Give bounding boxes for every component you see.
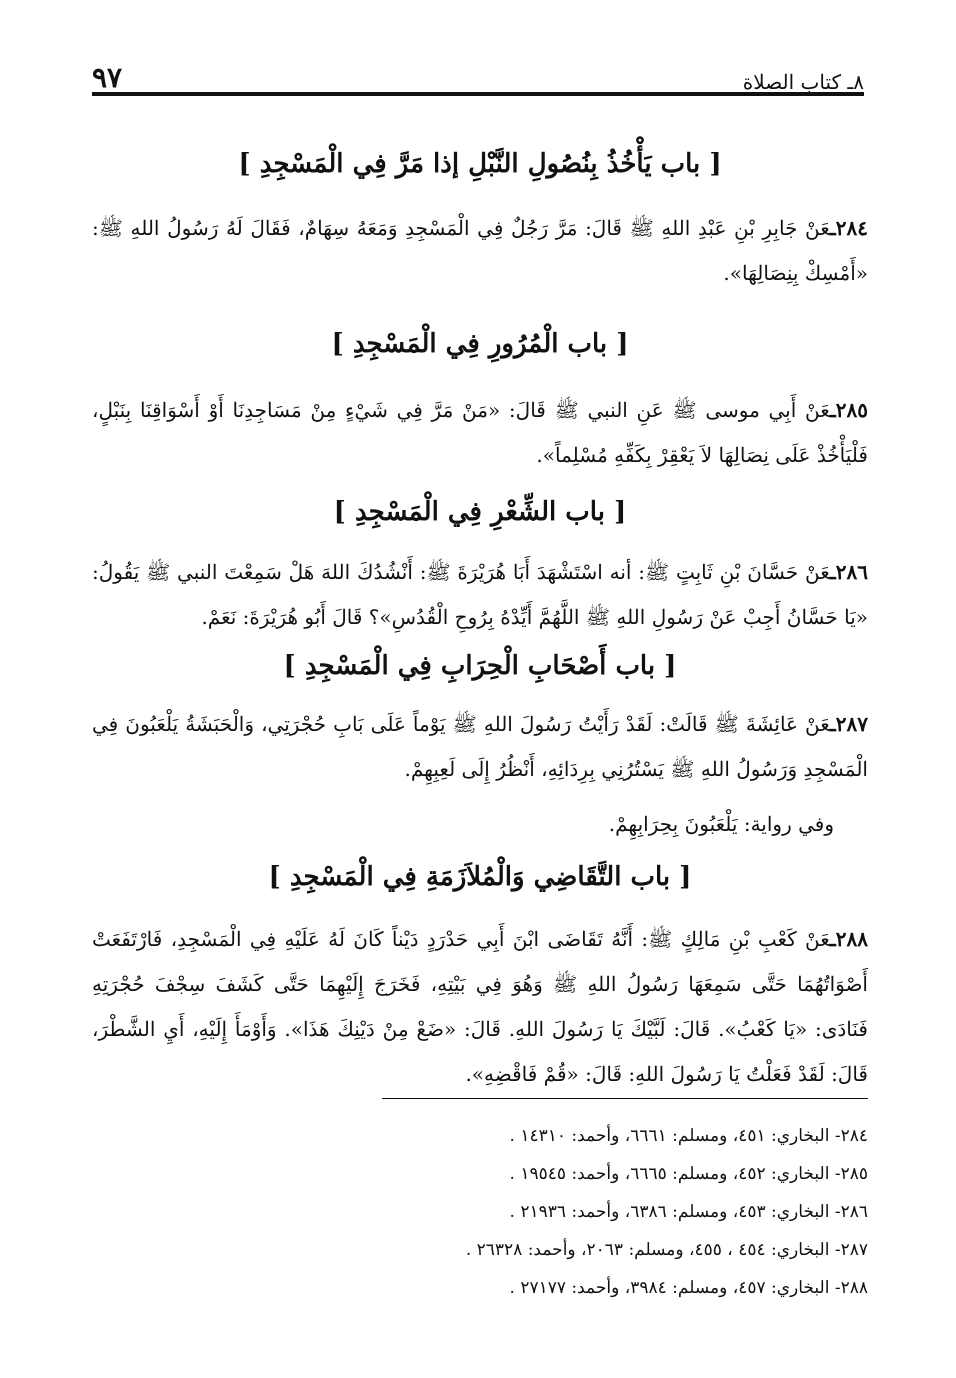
hadith-text: عَنْ أَبِي موسى ﷺ عَنِ النبي ﷺ قَالَ: «مَنْ مَرَّ فِي شَيْءٍ مِنْ مَسَاجِدِنَا أَوْ أَسْوَاقِنَا بِنَبْلٍ، فَلْيَأْخُذْ عَلَى نِصَالِهَا لاَ يَعْقِرْ بِكَفِّهِ مُسْلِماً». [92, 398, 868, 467]
hadith-number: ٢٨٧ـ [829, 712, 868, 736]
hadith-number: ٢٨٦ـ [829, 560, 868, 584]
hadith-285 [92, 388, 868, 478]
section-heading-284: [ باب يَأْخُذُ بِنُصُولِ النَّبْلِ إذا مَرَّ فِي الْمَسْجِدِ ] [238, 149, 722, 179]
hadith-number: ٢٨٨ـ [829, 927, 868, 951]
hadith-number: ٢٨٥ـ [829, 398, 868, 422]
hadith-text: عَنْ جَابِرِ بْنِ عَبْدِ اللهِ ﷺ قَالَ: مَرَّ رَجُلٌ فِي الْمَسْجِدِ وَمَعَهُ سِهَامٌ، فَقَالَ لَهُ رَسُولُ اللهِ ﷺ: «أَمْسِكْ بِنِصَالِهَا». [92, 216, 868, 285]
hadith-288 [92, 917, 868, 1097]
section-heading-285: [ باب الْمُرُورِ فِي الْمَسْجِدِ ] [331, 329, 629, 359]
hadith-287 [92, 702, 868, 792]
chapter-title: ٨ـ كتاب الصلاة [742, 70, 864, 94]
hadith-text: عَنْ عَائِشَةَ ﷺ قَالَتْ: لَقَدْ رَأَيْتُ رَسُولَ اللهِ ﷺ يَوْماً عَلَى بَابِ حُجْرَتِي، وَالْحَبَشَةُ يَلْعَبُونَ فِي الْمَسْجِدِ وَرَسُولُ اللهِ ﷺ يَسْتُرُنِي بِرِدَائِهِ، أَنْظُرُ إِلَى لَعِبِهِمْ. [92, 712, 868, 781]
section-heading-288: [ باب التَّقَاضِي وَالْمُلاَزَمَةِ فِي الْمَسْجِدِ ] [268, 862, 692, 892]
footnote-287: ٢٨٧- البخاري: ٤٥٤ ، ٤٥٥، ومسلم: ٢٠٦٣، وأحمد: ٢٦٣٢٨ . [465, 1240, 868, 1260]
footnotes [382, 1098, 868, 1307]
hadith-284 [92, 206, 868, 296]
header-rule [92, 92, 864, 96]
footnote-288: ٢٨٨- البخاري: ٤٥٧، ومسلم: ٣٩٨٤، وأحمد: ٢٧١٧٧ . [509, 1278, 868, 1298]
section-heading-286: [ باب الشِّعْرِ فِي الْمَسْجِدِ ] [333, 497, 627, 527]
main-content [92, 144, 868, 1097]
hadith-number: ٢٨٤ـ [829, 216, 868, 240]
footnote-284: ٢٨٤- البخاري: ٤٥١، ومسلم: ٦٦٦١، وأحمد: ١٤٣١٠ . [509, 1126, 868, 1146]
hadith-text: عَنْ كَعْبِ بْنِ مَالِكٍ ﷺ: أَنَّهُ تَقَاضَى ابْنَ أَبِي حَدْرَدٍ دَيْناً كَانَ لَهُ عَلَيْهِ فِي الْمَسْجِدِ، فَارْتَفَعَتْ أَصْوَاتُهُمَا حَتَّى سَمِعَهَا رَسُولُ اللهِ ﷺ وَهُوَ فِي بَيْتِهِ، فَخَرَجَ إِلَيْهِمَا حَتَّى كَشَفَ سِجْفَ حُجْرَتِهِ فَنَادَى: «يَا كَعْبُ». قَالَ: لَبَّيْكَ يَا رَسُولَ اللهِ. قَالَ: «ضَعْ مِنْ دَيْنِكَ هَذَا». وَأَوْمَأَ إِلَيْهِ، أَيِ الشَّطْرَ، قَالَ: لَقَدْ فَعَلْتُ يَا رَسُولَ اللهِ: قَالَ: «قُمْ فَاقْضِهِ». [92, 927, 868, 1086]
running-header [92, 50, 864, 94]
hadith-286 [92, 550, 868, 640]
footnote-286: ٢٨٦- البخاري: ٤٥٣، ومسلم: ٦٣٨٦، وأحمد: ٢١٩٣٦ . [509, 1202, 868, 1222]
section-heading-287: [ باب أَصْحَابِ الْحِرَابِ فِي الْمَسْجِدِ ] [283, 651, 677, 681]
hadith-text: عَنْ حَسَّانَ بْنِ ثَابِتٍ ﷺ: أنه اسْتَشْهَدَ أَبَا هُرَيْرَةَ ﷺ: أَنْشُدُكَ اللهَ هَلْ سَمِعْتَ النبي ﷺ يَقُولُ: «يَا حَسَّانُ أَجِبْ عَنْ رَسُولِ اللهِ ﷺ اللَّهُمَّ أَيِّدْهُ بِرُوحِ الْقُدُسِ»؟ قَالَ أَبُو هُرَيْرَةَ: نَعَمْ. [92, 560, 868, 629]
footnote-285: ٢٨٥- البخاري: ٤٥٢، ومسلم: ٦٦٦٥، وأحمد: ١٩٥٤٥ . [509, 1164, 868, 1184]
page-number: ٩٧ [92, 61, 123, 94]
hadith-287-variant: وفي رواية: يَلْعَبُونَ بِحِرَابِهِمْ. [608, 812, 834, 836]
